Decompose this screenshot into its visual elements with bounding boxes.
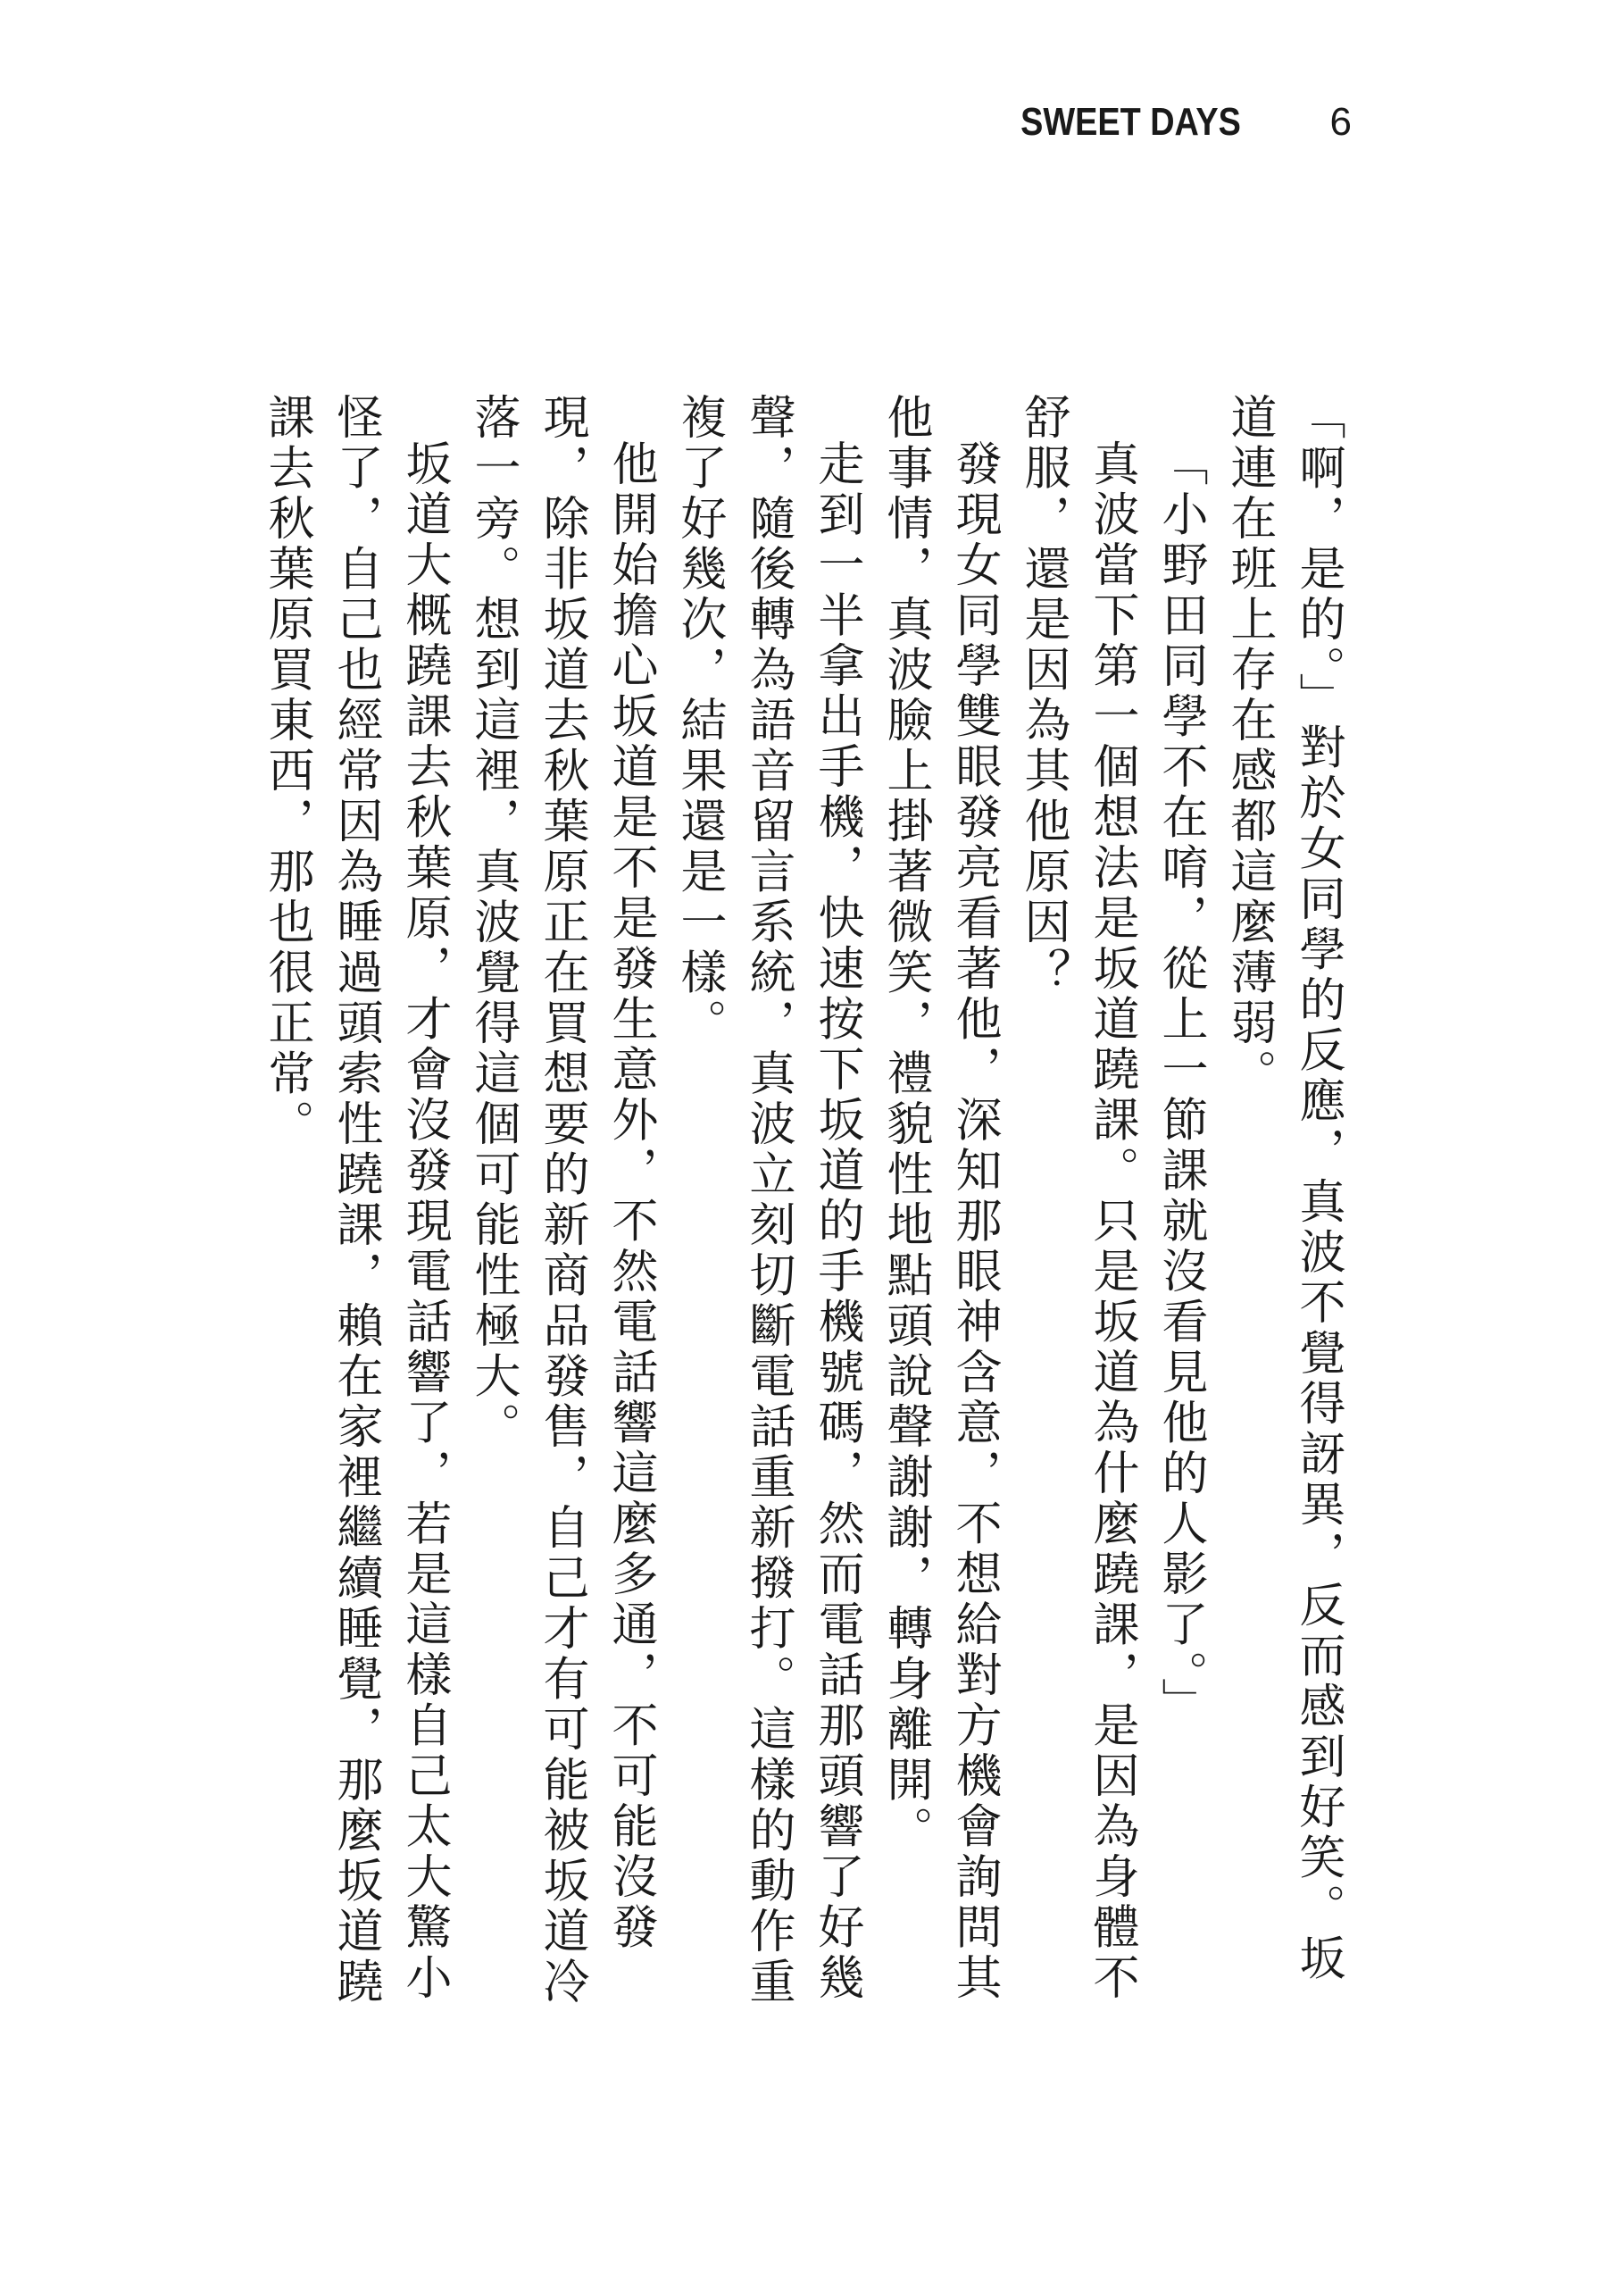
paragraph-3: 真波當下第一個想法是坂道蹺課。只是坂道為什麼蹺課，是因為身體不舒服，還是因為其他原因？ xyxy=(1016,393,1138,2004)
book-title: SWEET DAYS xyxy=(1020,100,1241,144)
paragraph-7: 坂道大概蹺課去秋葉原，才會沒發現電話響了，若是這樣自己太大驚小怪了，自己也經常因為睡過頭索性蹺課，賴在家裡繼續睡覺，那麼坂道蹺課去秋葉原買東西，那也很正常。 xyxy=(260,393,451,2008)
paragraph-2: 「小野田同學不在唷，從上一節課就沒看見他的人影了。」 xyxy=(1153,439,1207,1728)
paragraph-5: 走到一半拿出手機，快速按下坂道的手機號碼，然而電話那頭響了好幾聲，隨後轉為語音留言系統，真波立刻切斷電話重新撥打。這樣的動作重複了好幾次，結果還是一樣。 xyxy=(672,393,863,2008)
page-number: 6 xyxy=(1329,100,1352,144)
vertical-text-body xyxy=(245,393,1352,2027)
page-header xyxy=(985,100,1352,145)
paragraph-1: 「啊，是的。」對於女同學的反應，真波不覺得訝異，反而感到好笑。坂道連在班上存在感都這麼薄弱。 xyxy=(1222,393,1345,1984)
paragraph-4: 發現女同學雙眼發亮看著他，深知那眼神含意，不想給對方機會詢問其他事情，真波臉上掛著微笑，禮貌性地點頭說聲謝謝，轉身離開。 xyxy=(879,393,1001,2004)
paragraph-6: 他開始擔心坂道是不是發生意外，不然電話響這麼多通，不可能沒發現，除非坂道去秋葉原正在買想要的新商品發售，自己才有可能被坂道冷落一旁。想到這裡，真波覺得這個可能性極大。 xyxy=(466,393,657,2008)
